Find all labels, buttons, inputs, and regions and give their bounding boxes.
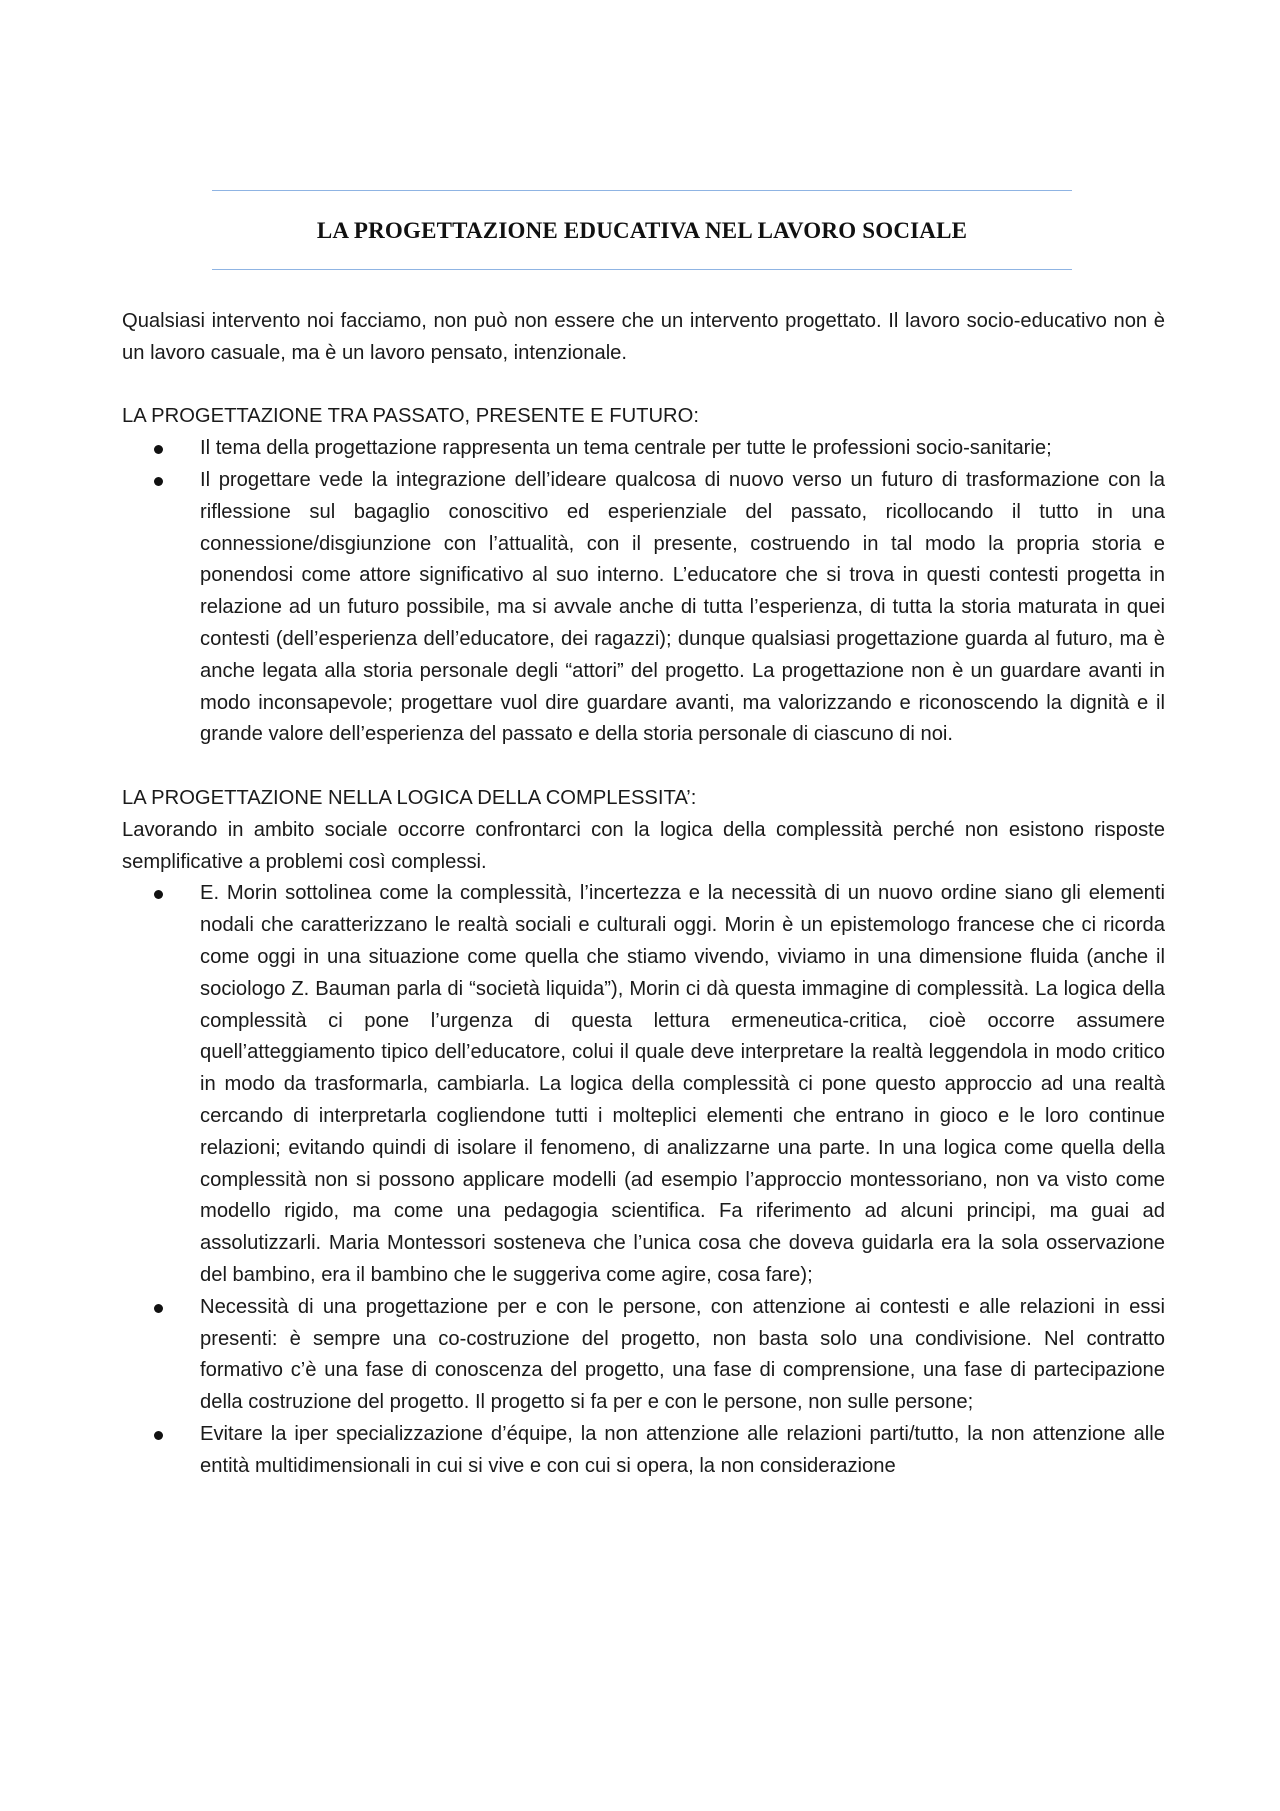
section-paragraph: Lavorando in ambito sociale occorre confrontarci con la logica della complessità perché non esistono risposte semplificative a problemi così complessi. (122, 818, 1165, 873)
title-block (212, 190, 1072, 270)
list-item: E. Morin sottolinea come la complessità, l’incertezza e la necessità di un nuovo ordine siano gli elementi nodali che caratterizzano le realtà sociali e culturali oggi. Morin è un epistemologo francese che ci ricorda come oggi in una situazione come quella che stiamo vivendo, viviamo in una dimensione fluida (anche il sociologo Z. Bauman parla di “società liquida”), Morin ci dà questa immagine di complessità. La logica della complessità ci pone l’urgenza di questa lettura ermeneutica-critica, cioè occorre assumere quell’atteggiamento tipico dell’educatore, colui il quale deve interpretare la realtà leggendola in modo critico in modo da trasformarla, cambiarla. La logica della complessità ci pone questo approccio ad una realtà cercando di interpretarla cogliendone tutti i molteplici elementi che entrano in gioco e le loro continue relazioni; evitando quindi di isolare il fenomeno, di analizzarne una parte. In una logica come quella della complessità non si possono applicare modelli (ad esempio l’approccio montessoriano, non va visto come modello rigido, ma come una pedagogia scientifica. Fa riferimento ad alcuni principi, ma guai ad assolutizzarli. Maria Montessori sosteneva che l’unica cosa che doveva guidarla era la sola osservazione del bambino, era il bambino che le suggeriva come agire, cosa fare); (200, 878, 1165, 1291)
bottom-rule (212, 269, 1072, 270)
intro-paragraph: Qualsiasi intervento noi facciamo, non può non essere che un intervento progettato. Il lavoro socio-educativo non è un lavoro casuale, ma è un lavoro pensato, intenzionale. (122, 310, 1165, 364)
section-heading: LA PROGETTAZIONE NELLA LOGICA DELLA COMPLESSITA’: (122, 786, 697, 809)
list-item: Evitare la iper specializzazione d’équipe, la non attenzione alle relazioni parti/tutto, la non attenzione alle entità multidimensionali in cui si vive e con cui si opera, la non considerazione (200, 1419, 1165, 1483)
bullet-list (122, 878, 1165, 1482)
document-title: LA PROGETTAZIONE EDUCATIVA NEL LAVORO SOCIALE (316, 218, 968, 243)
list-item: Il progettare vede la integrazione dell’ideare qualcosa di nuovo verso un futuro di trasformazione con la riflessione sul bagaglio conoscitivo ed esperienziale del passato, ricollocando il tutto in una connessione/disgiunzione con l’attualità, con il presente, costruendo in tal modo la propria storia e ponendosi come attore significativo al suo interno. L’educatore che si trova in questi contesti progetta in relazione ad un futuro possibile, ma si avvale anche di tutta l’esperienza, di tutta la storia maturata in quei contesti (dell’esperienza dell’educatore, dei ragazzi); dunque qualsiasi progettazione guarda al futuro, ma è anche legata alla storia personale degli “attori” del progetto. La progettazione non è un guardare avanti in modo inconsapevole; progettare vuol dire guardare avanti, ma valorizzando e riconoscendo la dignità e il grande valore dell’esperienza del passato e della storia personale di ciascuno di noi. (200, 465, 1165, 751)
bullet-list (122, 433, 1165, 751)
document-body (122, 306, 1165, 1482)
list-item: Il tema della progettazione rappresenta un tema centrale per tutte le professioni socio-sanitarie; (200, 433, 1165, 465)
spacer (122, 751, 1165, 783)
list-item: Necessità di una progettazione per e con le persone, con attenzione ai contesti e alle relazioni in essi presenti: è sempre una co-costruzione del progetto, non basta solo una condivisione. Nel contratto formativo c’è una fase di conoscenza del progetto, una fase di comprensione, una fase di partecipazione della costruzione del progetto. Il progetto si fa per e con le persone, non sulle persone; (200, 1292, 1165, 1419)
section-heading: LA PROGETTAZIONE TRA PASSATO, PRESENTE E FUTURO: (122, 405, 699, 428)
spacer (122, 370, 1165, 402)
